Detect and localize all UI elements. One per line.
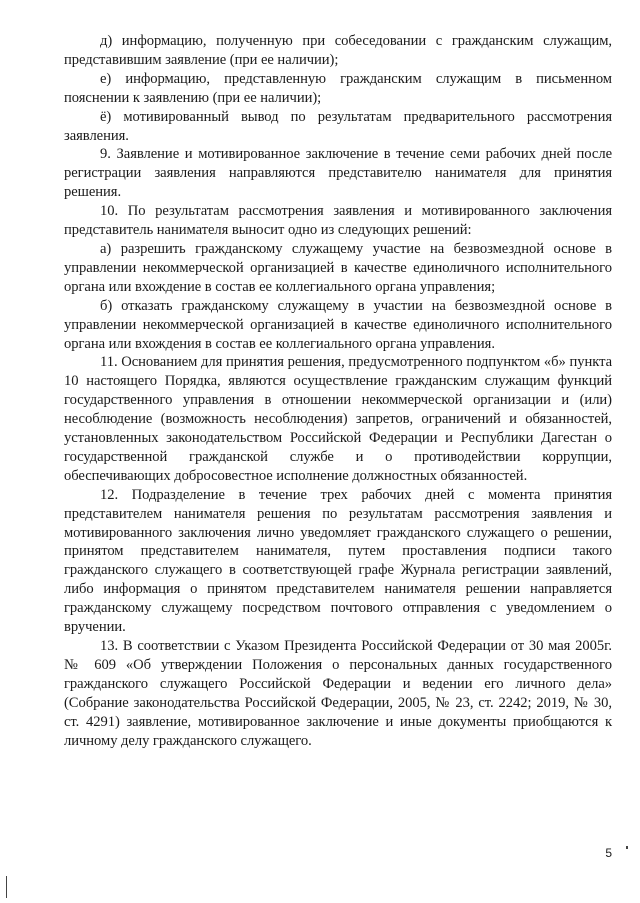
paragraph-10: 10. По результатам рассмотрения заявления и мотивированного заключения представитель нанимателя выносит одно из следующих решений:: [64, 203, 612, 239]
paragraph-10b: б) отказать гражданскому служащему в участии на безвозмездной основе в управлении некоммерческой организацией в качестве единоличного исполнительного органа или вхождения в состав ее коллегиального органа управления.: [64, 297, 612, 352]
paragraph-11: 11. Основанием для принятия решения, предусмотренного подпунктом «б» пункта 10 настоящего Порядка, являются осуществление гражданским служащим функций государственного управления в отношении некоммерческой организации и (или) несоблюдение (возможность несоблюдения) запретов, ограничений и обязанностей, установленных законодательством Российской Федерации и Республики Дагестан о государственной гражданской службе и о противодействии коррупции, обеспечивающих добросовестное исполнение должностных обязанностей.: [64, 354, 612, 484]
paragraph-13: 13. В соответствии с Указом Президента Российской Федерации от 30 мая 2005г. № 609 «Об утверждении Положения о персональных данных государственного гражданского служащего Российской Федерации и ведении его личного дела» (Собрание законодательства Российской Федерации, 2005, № 23, ст. 2242; 2019, № 30, ст. 4291) заявление, мотивированное заключение и иные документы приобщаются к личному делу гражданского служащего.: [64, 638, 612, 749]
paragraph-yo: ё) мотивированный вывод по результатам предварительного рассмотрения заявления.: [64, 108, 612, 144]
scan-edge-tick: [626, 846, 628, 849]
paragraph-12: 12. Подразделение в течение трех рабочих дней с момента принятия представителем нанимателя решения по результатам рассмотрения заявления и мотивированного заключения лично уведомляет гражданского служащего о решении, принятом представителем нанимателя, путем проставления подписи такого гражданского служащего в соответствующей графе Журнала регистрации заявлений, либо информация о принятом представителем нанимателя решении направляется гражданскому служащему посредством почтового отправления с уведомлением о вручении.: [64, 486, 612, 636]
page-number: 5: [605, 846, 612, 860]
document-page: [64, 32, 612, 750]
paragraph-e: е) информацию, представленную гражданским служащим в письменном пояснении к заявлению (при ее наличии);: [64, 70, 612, 106]
paragraph-10a: а) разрешить гражданскому служащему участие на безвозмездной основе в управлении некоммерческой организацией в качестве единоличного исполнительного органа или вхождение в состав ее коллегиального органа управления;: [64, 240, 612, 295]
paragraph-d: д) информацию, полученную при собеседовании с гражданским служащим, представившим заявление (при ее наличии);: [64, 33, 612, 68]
scan-edge-mark: [6, 876, 7, 898]
paragraph-9: 9. Заявление и мотивированное заключение в течение семи рабочих дней после регистрации заявления направляются представителю нанимателя для принятия решения.: [64, 146, 612, 201]
